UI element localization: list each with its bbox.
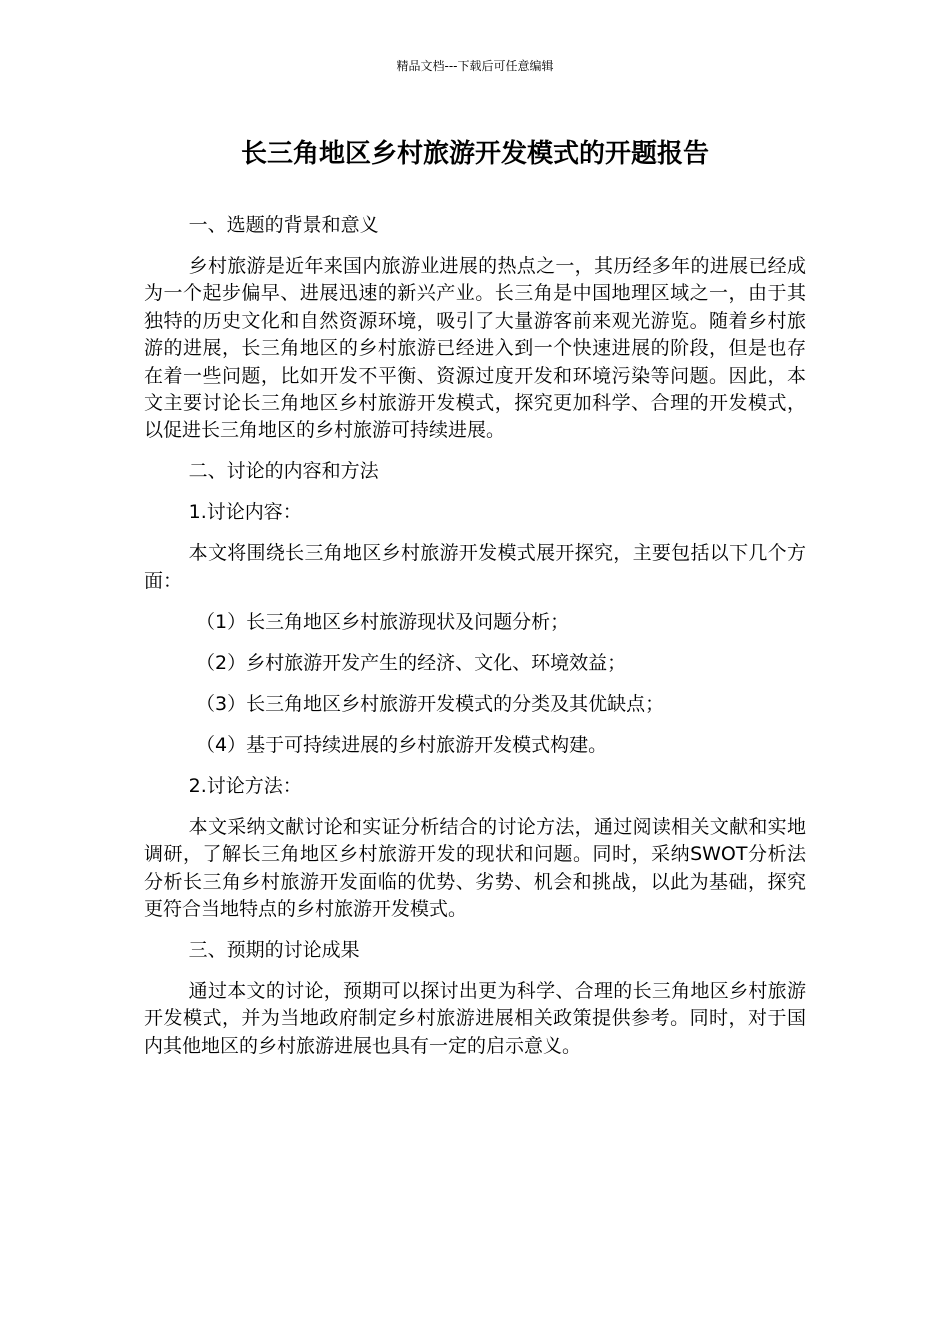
subheading-method: 2.讨论方法：: [188, 774, 302, 797]
page-header: 精品文档---下载后可任意编辑: [396, 59, 554, 73]
section-heading-content-method: 二、讨论的内容和方法: [188, 460, 379, 483]
paragraph-background: 乡村旅游是近年来国内旅游业进展的热点之一，其历经多年的进展已经成为一个起步偏早、进展迅速的新兴产业。长三角是中国地理区域之一，由于其独特的历史文化和自然资源环境，吸引了大量游客前来观光游览。随着乡村旅游的进展，长三角地区的乡村旅游已经进入到一个快速进展的阶段，但是也存在着一些问题，比如开发不平衡、资源过度开发和环境污染等问题。因此，本文主要讨论长三角地区乡村旅游开发模式，探究更加科学、合理的开发模式，以促进长三角地区的乡村旅游可持续进展。: [144, 255, 806, 442]
paragraph-outcomes: 通过本文的讨论，预期可以探讨出更为科学、合理的长三角地区乡村旅游开发模式，并为当地政府制定乡村旅游进展相关政策提供参考。同时，对于国内其他地区的乡村旅游进展也具有一定的启示意义。: [144, 980, 806, 1057]
paragraph-content-intro: 本文将围绕长三角地区乡村旅游开发模式展开探究，主要包括以下几个方面：: [144, 542, 806, 592]
subheading-content: 1.讨论内容：: [188, 501, 302, 524]
section-heading-outcomes: 三、预期的讨论成果: [188, 939, 360, 962]
list-item: （3）长三角地区乡村旅游开发模式的分类及其优缺点；: [196, 692, 665, 715]
list-item: （4）基于可持续进展的乡村旅游开发模式构建。: [196, 733, 608, 756]
list-item: （2）乡村旅游开发产生的经济、文化、环境效益；: [196, 651, 627, 674]
paragraph-method: 本文采纳文献讨论和实证分析结合的讨论方法，通过阅读相关文献和实地调研，了解长三角地区乡村旅游开发的现状和问题。同时，采纳SWOT分析法分析长三角乡村旅游开发面临的优势、劣势、机会和挑战，以此为基础，探究更符合当地特点的乡村旅游开发模式。: [144, 815, 806, 921]
list-item: （1）长三角地区乡村旅游现状及问题分析；: [196, 610, 570, 633]
document-title: 长三角地区乡村旅游开发模式的开题报告: [240, 139, 709, 169]
section-heading-background: 一、选题的背景和意义: [188, 214, 379, 236]
document-body: [144, 212, 806, 1074]
